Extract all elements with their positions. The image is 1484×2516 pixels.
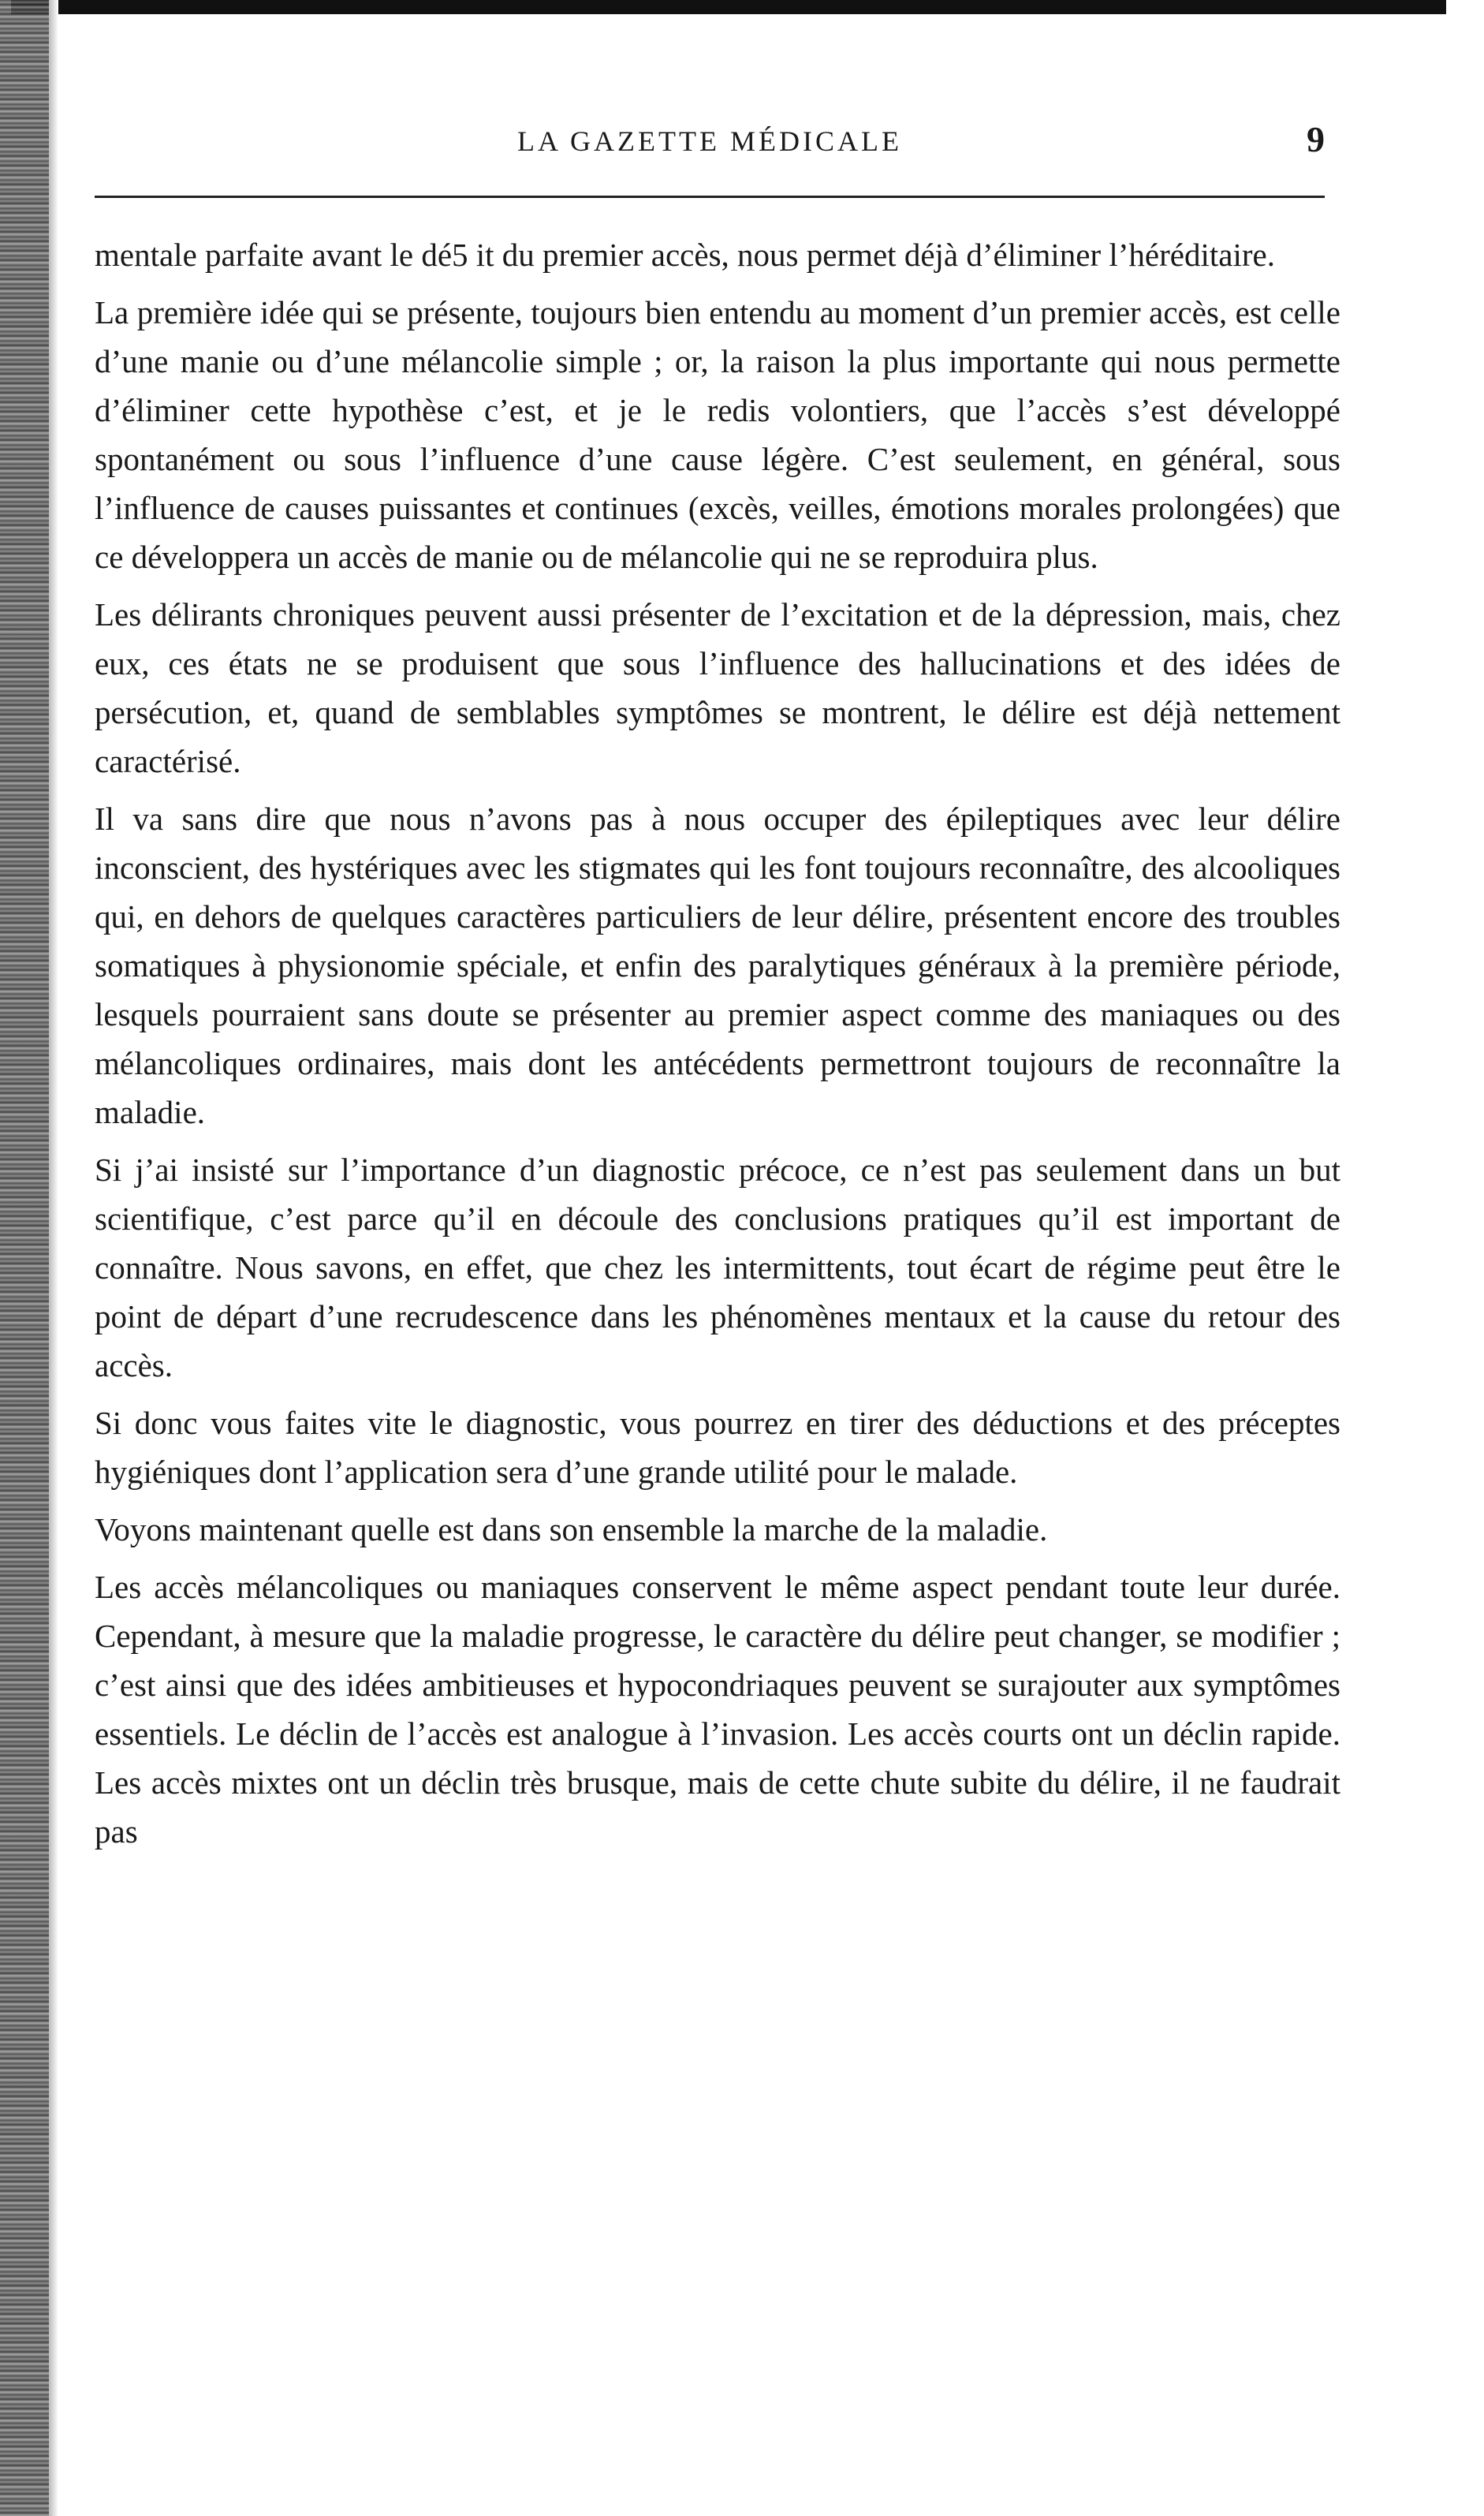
header-rule — [95, 196, 1325, 198]
running-head — [95, 118, 1325, 166]
paragraph: Les délirants chroniques peuvent aussi présenter de l’excitation et de la dépression, mais, chez eux, ces états ne se produisent que sous l’influence des hallucinations et des idées de persécution, et, quand de semblables symptômes se montrent, le délire est déjà nettement caractérisé. — [95, 596, 1340, 779]
scanned-binding-edge — [0, 0, 49, 2516]
top-page-border — [11, 0, 1446, 14]
paragraph-continuation: mentale parfaite avant le dé5 it du premier accès, nous permet déjà d’éliminer l’héréditaire. — [95, 237, 1275, 273]
paragraph: Si j’ai insisté sur l’importance d’un diagnostic précoce, ce n’est pas seulement dans un but scientifique, c’est parce qu’il en découle des conclusions pratiques qu’il est important de connaître. Nous savons, en effet, que chez les intermittents, tout écart de régime peut être le point de départ d’une recrudescence dans les phénomènes mentaux et la cause du retour des accès. — [95, 1152, 1340, 1383]
page-number: 9 — [1307, 119, 1325, 159]
journal-title: LA GAZETTE MÉDICALE — [517, 125, 902, 157]
paragraph: La première idée qui se présente, toujours bien entendu au moment d’un premier accès, est celle d’une manie ou d’une mélancolie simple ; or, la raison la plus importante qui nous permette d’éliminer cette hypothèse c’est, et je le redis volontiers, que l’accès s’est développé spontanément ou sous l’influence d’une cause légère. C’est seulement, en général, sous l’influence de causes puissantes et continues (excès, veilles, émotions morales prolongées) que ce développera un accès de manie ou de mélancolie qui ne se reproduira plus. — [95, 294, 1340, 575]
paragraph: Si donc vous faites vite le diagnostic, vous pourrez en tirer des déductions et des préceptes hygiéniques dont l’application sera d’une grande utilité pour le malade. — [95, 1405, 1340, 1490]
binding-shadow — [49, 0, 58, 2516]
paragraph: Les accès mélancoliques ou maniaques conservent le même aspect pendant toute leur durée. Cependant, à mesure que la maladie progresse, le caractère du délire peut changer, se modifier ; c’est ainsi que des idées ambitieuses et hypocondriaques peuvent se surajouter aux symptômes essentiels. Le déclin de l’accès est analogue à l’invasion. Les accès courts ont un déclin rapide. Les accès mixtes ont un déclin très brusque, mais de cette chute subite du délire, il ne faudrait pas — [95, 1569, 1340, 1850]
body-text — [95, 230, 1340, 1865]
paragraph: Il va sans dire que nous n’avons pas à nous occuper des épileptiques avec leur délire inconscient, des hystériques avec les stigmates qui les font toujours reconnaître, des alcooliques qui, en dehors de quelques caractères particuliers de leur délire, présentent encore des troubles somatiques à physionomie spéciale, et enfin des paralytiques généraux à la première période, lesquels pourraient sans doute se présenter au premier aspect comme des maniaques ou des mélancoliques ordinaires, mais dont les antécédents permettront toujours de reconnaître la maladie. — [95, 801, 1340, 1130]
paragraph: Voyons maintenant quelle est dans son ensemble la marche de la maladie. — [95, 1511, 1048, 1547]
